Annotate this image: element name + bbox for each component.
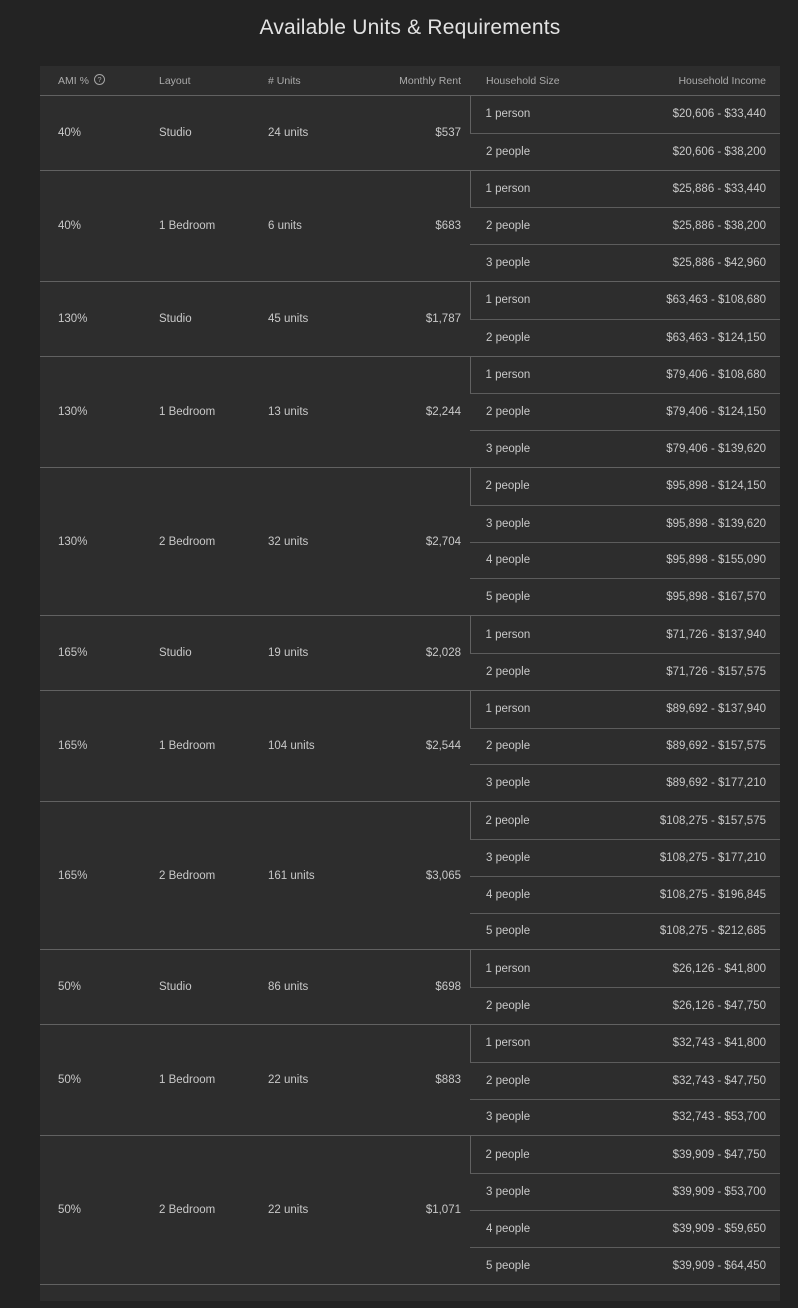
- monthly-rent-value: $537: [435, 126, 461, 139]
- household-income-value: $108,275 - $157,575: [659, 814, 766, 827]
- household-size-value: 3 people: [486, 851, 531, 864]
- household-rows: [470, 282, 780, 356]
- household-income-value: $108,275 - $177,210: [659, 851, 766, 864]
- household-income-value: $89,692 - $157,575: [666, 740, 766, 753]
- household-row: [470, 653, 780, 690]
- household-income-value: $32,743 - $41,800: [672, 1037, 766, 1050]
- household-size-value: 5 people: [486, 1259, 531, 1272]
- unit-group-row: [40, 170, 780, 281]
- unit-group-row: [40, 615, 780, 690]
- household-row: [470, 1173, 780, 1210]
- household-size-value: 4 people: [486, 554, 531, 567]
- household-size-value: 1 person: [485, 1037, 531, 1050]
- household-size-value: 2 people: [486, 1000, 531, 1013]
- ami-value: 130%: [58, 535, 88, 548]
- household-size-value: 3 people: [486, 517, 531, 530]
- layout-value: Studio: [159, 981, 192, 994]
- unit-group-row: [40, 690, 780, 801]
- household-size-value: 3 people: [486, 443, 531, 456]
- household-size-value: 4 people: [486, 888, 531, 901]
- monthly-rent-value: $2,704: [425, 535, 461, 548]
- next-section-strip: [40, 1285, 780, 1301]
- household-income-value: $25,886 - $42,960: [672, 257, 766, 270]
- household-row: [470, 950, 780, 987]
- monthly-rent-value: $683: [435, 219, 461, 232]
- household-row: [470, 1099, 780, 1136]
- household-row: [470, 171, 780, 208]
- household-size-value: 2 people: [486, 145, 531, 158]
- unit-group-row: [40, 949, 780, 1024]
- household-rows: [470, 616, 780, 690]
- unit-group-row: [40, 281, 780, 356]
- household-row: [470, 1136, 780, 1173]
- monthly-rent-value: $2,544: [425, 739, 461, 752]
- unit-summary: [40, 1136, 470, 1283]
- column-header-layout: Layout: [159, 74, 191, 87]
- household-size-value: 2 people: [486, 665, 531, 678]
- household-size-value: 1 person: [485, 182, 531, 195]
- units-value: 104 units: [268, 739, 315, 752]
- available-units-table: [40, 66, 780, 1301]
- household-row: [470, 319, 780, 356]
- household-income-value: $26,126 - $41,800: [672, 962, 766, 975]
- household-income-value: $79,406 - $108,680: [666, 368, 766, 381]
- household-rows: [470, 1136, 780, 1283]
- household-row: [470, 1062, 780, 1099]
- page-title: Available Units & Requirements: [259, 16, 561, 39]
- household-row: [470, 468, 780, 505]
- household-income-value: $26,126 - $47,750: [672, 1000, 766, 1013]
- household-row: [470, 876, 780, 913]
- household-income-value: $89,692 - $177,210: [666, 777, 766, 790]
- table-body: [40, 95, 780, 1285]
- units-value: 45 units: [268, 312, 309, 325]
- unit-group-row: [40, 467, 780, 615]
- unit-summary: [40, 96, 470, 170]
- household-row: [470, 542, 780, 579]
- household-size-value: 1 person: [485, 703, 531, 716]
- household-income-value: $20,606 - $33,440: [672, 108, 766, 121]
- units-value: 32 units: [268, 535, 309, 548]
- units-value: 24 units: [268, 126, 309, 139]
- monthly-rent-value: $1,787: [425, 312, 461, 325]
- household-row: [470, 1247, 780, 1284]
- household-rows: [470, 1025, 780, 1135]
- household-income-value: $89,692 - $137,940: [666, 703, 766, 716]
- unit-group-row: [40, 356, 780, 467]
- household-rows: [470, 468, 780, 615]
- monthly-rent-value: $3,065: [425, 869, 461, 882]
- household-income-value: $71,726 - $157,575: [666, 665, 766, 678]
- units-value: 22 units: [268, 1074, 309, 1087]
- column-header-units: # Units: [268, 74, 301, 87]
- ami-value: 130%: [58, 312, 88, 325]
- household-income-value: $39,909 - $64,450: [672, 1259, 766, 1272]
- household-size-value: 2 people: [486, 406, 531, 419]
- household-row: [470, 244, 780, 281]
- unit-group-row: [40, 95, 780, 170]
- household-row: [470, 987, 780, 1024]
- question-mark-circle-icon[interactable]: ?: [94, 74, 105, 85]
- household-rows: [470, 171, 780, 281]
- household-size-value: 2 people: [485, 814, 530, 827]
- household-rows: [470, 357, 780, 467]
- ami-value: 165%: [58, 739, 88, 752]
- household-size-value: 1 person: [485, 108, 531, 121]
- layout-value: 1 Bedroom: [159, 1074, 216, 1087]
- monthly-rent-value: $698: [435, 981, 461, 994]
- layout-value: 1 Bedroom: [159, 219, 216, 232]
- household-row: [470, 1210, 780, 1247]
- household-size-value: 1 person: [485, 962, 531, 975]
- household-income-value: $25,886 - $38,200: [672, 220, 766, 233]
- ami-value: 165%: [58, 646, 88, 659]
- household-income-value: $32,743 - $47,750: [672, 1074, 766, 1087]
- household-row: [470, 357, 780, 394]
- household-size-value: 2 people: [486, 740, 531, 753]
- household-size-value: 2 people: [486, 1074, 531, 1087]
- household-row: [470, 393, 780, 430]
- unit-group-row: [40, 1135, 780, 1283]
- household-size-value: 1 person: [485, 368, 531, 381]
- household-income-value: $39,909 - $59,650: [672, 1222, 766, 1235]
- household-income-value: $79,406 - $124,150: [666, 406, 766, 419]
- layout-value: 1 Bedroom: [159, 739, 216, 752]
- household-rows: [470, 802, 780, 949]
- household-row: [470, 282, 780, 319]
- unit-summary: [40, 950, 470, 1024]
- units-value: 13 units: [268, 405, 309, 418]
- household-row: [470, 430, 780, 467]
- household-income-value: $95,898 - $167,570: [666, 591, 766, 604]
- household-rows: [470, 96, 780, 170]
- household-size-value: 4 people: [486, 1222, 531, 1235]
- unit-summary: [40, 616, 470, 690]
- layout-value: Studio: [159, 126, 192, 139]
- layout-value: Studio: [159, 312, 192, 325]
- monthly-rent-value: $2,028: [425, 646, 461, 659]
- unit-summary: [40, 691, 470, 801]
- units-value: 22 units: [268, 1203, 309, 1216]
- household-row: [470, 578, 780, 615]
- household-row: [470, 1025, 780, 1062]
- household-income-value: $39,909 - $53,700: [672, 1186, 766, 1198]
- household-rows: [470, 950, 780, 1024]
- ami-value: 50%: [58, 1203, 82, 1216]
- household-income-value: $108,275 - $196,845: [659, 888, 766, 901]
- household-income-value: $20,606 - $38,200: [672, 145, 766, 158]
- unit-group-row: [40, 1024, 780, 1135]
- household-income-value: $95,898 - $139,620: [666, 517, 766, 530]
- household-row: [470, 728, 780, 765]
- column-header-ami-label: AMI %: [58, 74, 89, 87]
- household-size-value: 2 people: [486, 220, 531, 233]
- household-income-value: $25,886 - $33,440: [672, 182, 766, 195]
- unit-summary: [40, 357, 470, 467]
- ami-value: 40%: [58, 219, 82, 232]
- layout-value: 2 Bedroom: [159, 535, 216, 548]
- ami-value: 40%: [58, 126, 82, 139]
- household-row: [470, 133, 780, 170]
- household-row: [470, 207, 780, 244]
- household-size-value: 3 people: [486, 777, 531, 790]
- household-income-value: $39,909 - $47,750: [672, 1148, 766, 1161]
- unit-group-row: [40, 801, 780, 949]
- units-value: 19 units: [268, 646, 309, 659]
- ami-value: 130%: [58, 405, 88, 418]
- household-income-value: $32,743 - $53,700: [672, 1111, 766, 1124]
- household-income-value: $108,275 - $212,685: [659, 925, 766, 938]
- household-row: [470, 96, 780, 133]
- column-header-household-size: Household Size: [486, 74, 560, 87]
- monthly-rent-value: $1,071: [425, 1203, 461, 1216]
- layout-value: 2 Bedroom: [159, 1203, 216, 1216]
- household-size-value: 3 people: [486, 1111, 531, 1124]
- household-income-value: $79,406 - $139,620: [666, 443, 766, 456]
- units-value: 6 units: [268, 219, 302, 232]
- unit-summary: [40, 468, 470, 615]
- household-size-value: 3 people: [486, 257, 531, 270]
- unit-summary: [40, 802, 470, 949]
- household-row: [470, 505, 780, 542]
- units-value: 161 units: [268, 869, 315, 882]
- column-header-household-income: Household Income: [678, 74, 766, 87]
- unit-summary: [40, 1025, 470, 1135]
- household-size-value: 1 person: [485, 294, 531, 307]
- column-header-ami: [40, 75, 159, 87]
- household-size-value: 5 people: [486, 591, 531, 604]
- household-income-value: $95,898 - $155,090: [666, 554, 766, 567]
- household-row: [470, 802, 780, 839]
- household-income-value: $63,463 - $108,680: [666, 294, 766, 307]
- monthly-rent-value: $2,244: [425, 405, 461, 418]
- ami-value: 50%: [58, 1074, 82, 1087]
- household-size-value: 5 people: [486, 925, 531, 938]
- household-row: [470, 764, 780, 801]
- household-rows: [470, 691, 780, 801]
- household-income-value: $63,463 - $124,150: [666, 331, 766, 344]
- household-row: [470, 839, 780, 876]
- layout-value: 1 Bedroom: [159, 405, 216, 418]
- ami-value: 165%: [58, 869, 88, 882]
- units-value: 86 units: [268, 981, 309, 994]
- household-size-value: 3 people: [486, 1186, 531, 1198]
- household-row: [470, 691, 780, 728]
- column-header-monthly-rent: Monthly Rent: [399, 74, 461, 87]
- unit-summary: [40, 282, 470, 356]
- household-size-value: 2 people: [485, 480, 530, 493]
- household-row: [470, 616, 780, 653]
- ami-value: 50%: [58, 981, 82, 994]
- household-size-value: 2 people: [486, 331, 531, 344]
- table-header-row: [40, 66, 780, 95]
- household-income-value: $71,726 - $137,940: [666, 628, 766, 641]
- household-row: [470, 913, 780, 950]
- unit-summary: [40, 171, 470, 281]
- layout-value: 2 Bedroom: [159, 869, 216, 882]
- household-size-value: 2 people: [485, 1148, 530, 1161]
- household-income-value: $95,898 - $124,150: [666, 480, 766, 493]
- household-size-value: 1 person: [485, 628, 531, 641]
- layout-value: Studio: [159, 646, 192, 659]
- monthly-rent-value: $883: [435, 1074, 461, 1087]
